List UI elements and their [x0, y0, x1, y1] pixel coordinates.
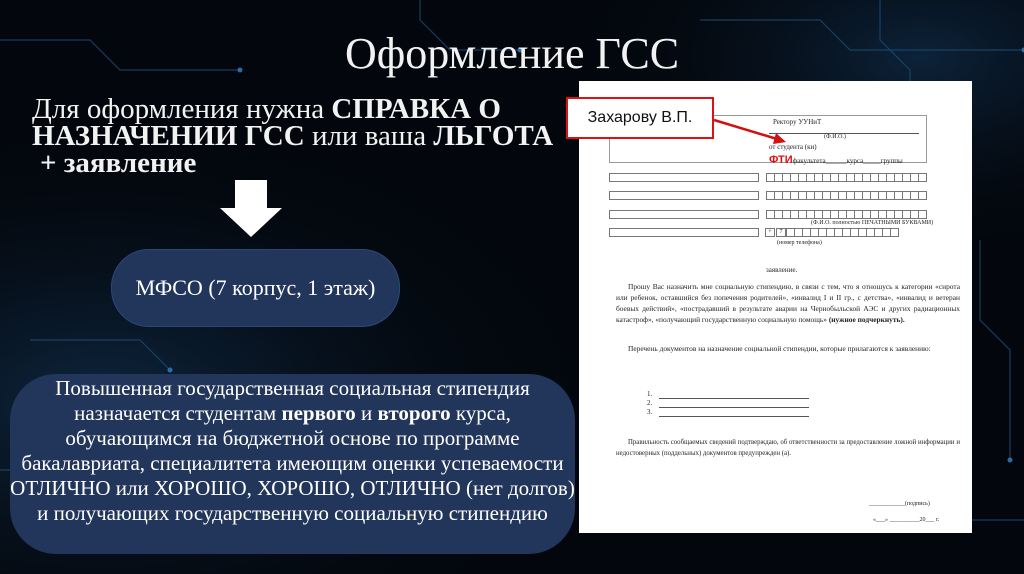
info-text-part-1: Повышенная государственная социальная стипендия назначается студентам [55, 376, 530, 425]
doc-para1-bold: (нужное подчеркнуть). [826, 315, 905, 324]
doc-phone-hint: (номер телефона) [777, 240, 822, 246]
doc-from-student: от студента (ки) [769, 143, 817, 151]
doc-fio-caps-hint: (Ф.И.О. полностью ПЕЧАТНЫМИ БУКВАМИ) [811, 220, 934, 226]
info-bold-first: первого [281, 401, 356, 425]
doc-date: «___» __________20___ г. [873, 517, 940, 523]
doc-paragraph-3: Правильность сообщаемых сведений подтверждаю, об ответственности за предоставление ложной информации и недостоверных (поддельных) документов предупрежден (а). [616, 439, 960, 457]
doc-rector: Ректору УУНиТ [773, 118, 822, 126]
doc-list-3: 3. [647, 408, 653, 416]
doc-fio-hint: (Ф.И.О.) [824, 134, 846, 140]
doc-fti: ФТИ [769, 154, 793, 166]
intro-bold-application: + заявление [40, 147, 197, 179]
doc-signature: ____________(подпись) [869, 501, 930, 507]
doc-paragraph-2: Перечень документов на назначение социальной стипендии, которые прилагаются к заявлению: [628, 344, 931, 353]
doc-para1: Прошу Вас назначить мне социальную стипендию, в связи с тем, что я отношусь к категории «сирота или ребенок, оставшийся без попечения родителей», «инвалид I и II гр., с детства», «инвалид и ветеран боевых действий», «пострадавший в результате аварии на Чернобыльской АЭС и других радиационных катастроф», «получающий государственную социальную помощь» [616, 282, 960, 324]
info-text-part-2: и [355, 401, 378, 425]
doc-heading: заявление. [766, 266, 798, 274]
doc-phone-plus: + [765, 228, 775, 237]
intro-bold-certificate: СПРАВКА О НАЗНАЧЕНИИ ГСС [32, 93, 501, 152]
intro-text-part-1: Для оформления нужна [32, 93, 332, 125]
doc-faculty-line: факультета______курса_____группы [792, 157, 903, 165]
intro-text-part-2: или ваша [304, 120, 434, 152]
info-text-part-3: курса, обучающимся на бюджетной основе по программе бакалавриата, специалитета имеющим оценки успеваемости ОТЛИЧНО или ХОРОШО, ХОРОШО, ОТЛИЧНО (нет долгов) и получающих государственную социальную стипендию [10, 401, 575, 525]
slide-title: Оформление ГСС [344, 29, 680, 78]
addressee-callout: Захарову В.П. [566, 97, 714, 139]
doc-list-2: 2. [647, 399, 653, 407]
doc-phone-7: 7 [776, 228, 786, 237]
info-bold-second: второго [377, 401, 451, 425]
doc-list-1: 1. [647, 390, 653, 398]
location-pill: МФСО (7 корпус, 1 этаж) [111, 249, 400, 327]
intro-bold-benefit: ЛЬГОТА [433, 120, 554, 152]
